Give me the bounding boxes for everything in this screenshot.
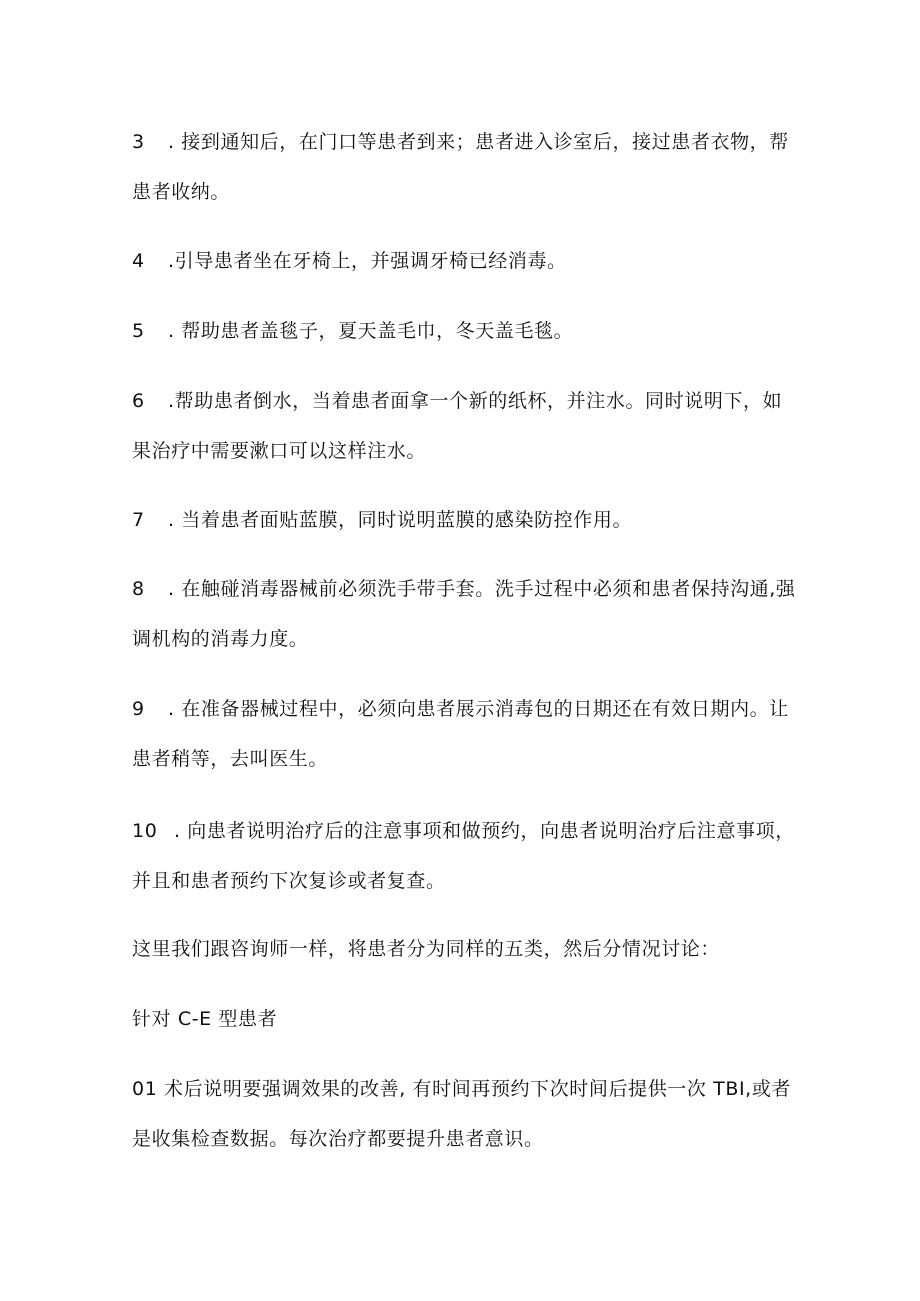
paragraph-8 [132, 564, 797, 664]
item-number: 10 [132, 820, 158, 842]
item-number: 8 [132, 578, 145, 600]
paragraph-text: .引导患者坐在牙椅上，并强调牙椅已经消毒。 [168, 250, 567, 272]
paragraph-9 [132, 684, 797, 784]
paragraph-text: . 向患者说明治疗后的注意事项和做预约，向患者说明治疗后注意事项，并且和患者预约下次复诊或者复查。 [132, 820, 795, 892]
item-number: 6 [132, 390, 145, 412]
point-01-paragraph: 01 术后说明要强调效果的改善, 有时间再预约下次时间后提供一次 TBI,或者是收集检查数据。每次治疗都要提升患者意识。 [132, 1078, 792, 1150]
paragraph-10 [132, 806, 797, 906]
item-number: 4 [132, 250, 145, 272]
paragraph-5 [132, 306, 797, 356]
paragraph-text: . 当着患者面贴蓝膜，同时说明蓝膜的感染防控作用。 [168, 509, 633, 531]
section-heading: 针对 C-E 型患者 [132, 1008, 278, 1030]
paragraph-text: .帮助患者倒水，当着患者面拿一个新的纸杯，并注水。同时说明下，如果治疗中需要漱口可以这样注水。 [132, 390, 783, 462]
paragraph-4 [132, 236, 797, 286]
paragraph-text: . 在触碰消毒器械前必须洗手带手套。洗手过程中必须和患者保持沟通,强调机构的消毒力度。 [132, 578, 796, 650]
paragraph-text: . 帮助患者盖毯子，夏天盖毛巾，冬天盖毛毯。 [168, 320, 574, 342]
paragraph-text: . 接到通知后，在门口等患者到来；患者进入诊室后，接过患者衣物，帮患者收纳。 [132, 131, 789, 203]
paragraph-3 [132, 117, 797, 217]
paragraph-text: . 在准备器械过程中，必须向患者展示消毒包的日期还在有效日期内。让患者稍等，去叫医生。 [132, 698, 789, 770]
intro-paragraph: 这里我们跟咨询师一样，将患者分为同样的五类，然后分情况讨论： [132, 938, 721, 960]
item-number: 5 [132, 320, 145, 342]
item-number: 7 [132, 509, 145, 531]
item-number: 9 [132, 698, 145, 720]
paragraph-6 [132, 376, 797, 476]
item-number: 3 [132, 131, 145, 153]
paragraph-7 [132, 495, 797, 545]
